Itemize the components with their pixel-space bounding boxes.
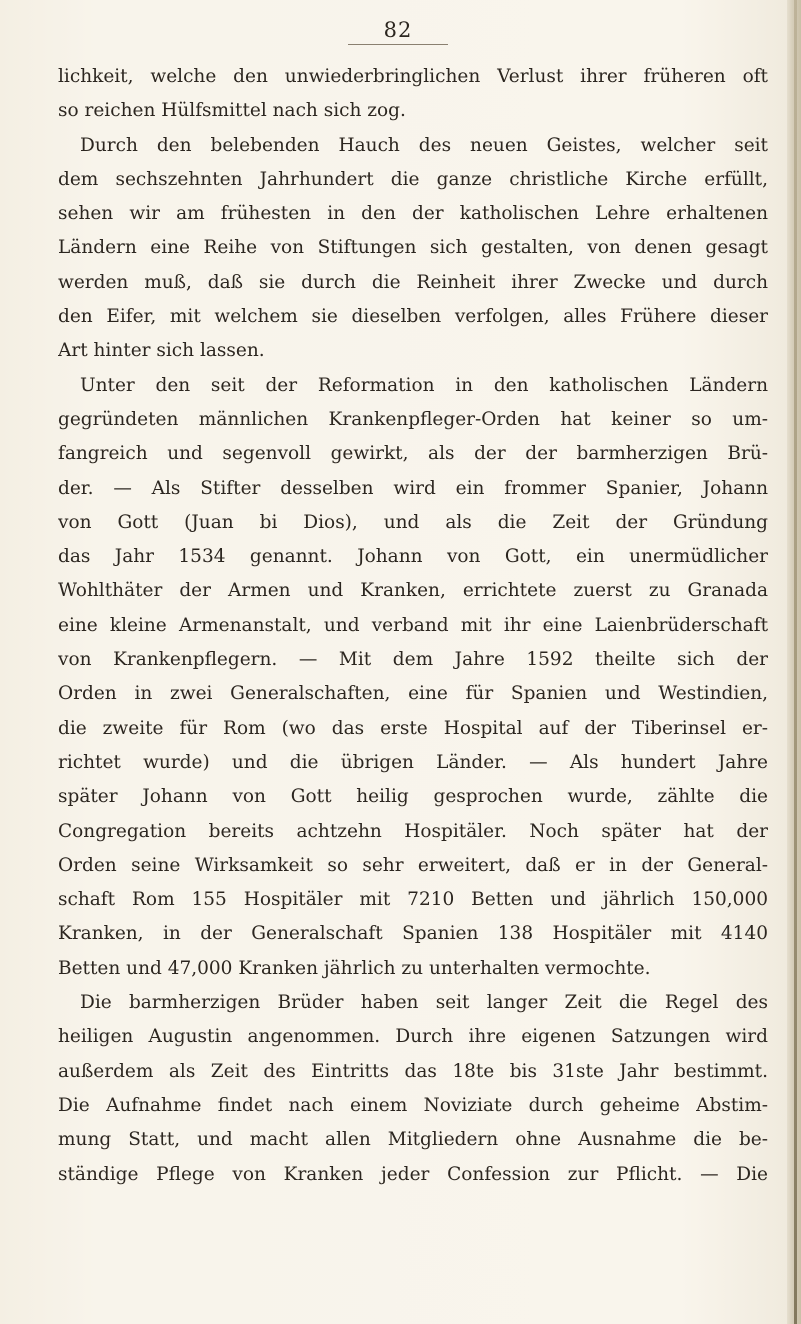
text-line: Kranken, in der Generalschaft Spanien 138 Hospitäler mit 4140 — [58, 923, 768, 945]
text-line: Orden seine Wirksamkeit so sehr erweitert, daß er in der General- — [58, 854, 768, 876]
page-number-rule — [348, 44, 448, 45]
text-line: schaft Rom 155 Hospitäler mit 7210 Betten und jährlich 150,000 — [58, 889, 768, 911]
text-line: außerdem als Zeit des Eintritts das 18te bis 31ste Jahr bestimmt. — [58, 1060, 768, 1082]
text-line: von Gott (Juan bi Dios), und als die Zeit der Gründung — [58, 511, 768, 533]
text-line: Die Aufnahme findet nach einem Noviziate durch geheime Abstim- — [58, 1094, 768, 1116]
page-edge-shadow — [794, 0, 797, 1324]
text-line: ständige Pflege von Kranken jeder Confession zur Pflicht. — Die — [58, 1163, 768, 1185]
text-line: so reichen Hülfsmittel nach sich zog. — [58, 100, 406, 122]
text-line: das Jahr 1534 genannt. Johann von Gott, ein unermüdlicher — [58, 546, 768, 568]
text-line: Unter den seit der Reformation in den katholischen Ländern — [80, 374, 768, 396]
text-line: dem sechszehnten Jahrhundert die ganze christliche Kirche erfüllt, — [58, 168, 768, 190]
text-line: Betten und 47,000 Kranken jährlich zu unterhalten vermochte. — [58, 957, 651, 979]
text-line: von Krankenpflegern. — Mit dem Jahre 1592 theilte sich der — [58, 649, 768, 671]
text-line: Congregation bereits achtzehn Hospitäler. Noch später hat der — [58, 820, 768, 842]
text-line: Art hinter sich lassen. — [58, 340, 265, 362]
text-line: der. — Als Stifter desselben wird ein frommer Spanier, Johann — [58, 477, 768, 499]
text-line: Orden in zwei Generalschaften, eine für Spanien und Westindien, — [58, 683, 768, 705]
text-line: werden muß, daß sie durch die Reinheit ihrer Zwecke und durch — [58, 271, 768, 293]
text-line: sehen wir am frühesten in den der katholischen Lehre erhaltenen — [58, 203, 768, 225]
text-line: richtet wurde) und die übrigen Länder. — Als hundert Jahre — [58, 751, 768, 773]
page-number: 82 — [383, 18, 413, 42]
text-line: Die barmherzigen Brüder haben seit langer Zeit die Regel des — [80, 992, 768, 1014]
text-line: heiligen Augustin angenommen. Durch ihre eigenen Satzungen wird — [58, 1026, 768, 1048]
text-line: fangreich und segenvoll gewirkt, als der der barmherzigen Brü- — [58, 443, 768, 465]
text-line: Ländern eine Reihe von Stiftungen sich gestalten, von denen gesagt — [58, 237, 768, 259]
text-line: später Johann von Gott heilig gesprochen wurde, zählte die — [58, 786, 768, 808]
text-line: gegründeten männlichen Krankenpfleger-Orden hat keiner so um- — [58, 408, 768, 430]
text-line: die zweite für Rom (wo das erste Hospital auf der Tiberinsel er- — [58, 717, 768, 739]
text-line: Wohlthäter der Armen und Kranken, errichtete zuerst zu Granada — [58, 580, 768, 602]
text-line: den Eifer, mit welchem sie dieselben verfolgen, alles Frühere dieser — [58, 306, 768, 328]
text-line: eine kleine Armenanstalt, und verband mit ihr eine Laienbrüderschaft — [58, 614, 768, 636]
body-text — [58, 60, 768, 1192]
text-line: Durch den belebenden Hauch des neuen Geistes, welcher seit — [80, 134, 768, 156]
text-line: lichkeit, welche den unwiederbringlichen Verlust ihrer früheren oft — [58, 66, 768, 87]
text-line: mung Statt, und macht allen Mitgliedern ohne Ausnahme die be- — [58, 1129, 768, 1151]
